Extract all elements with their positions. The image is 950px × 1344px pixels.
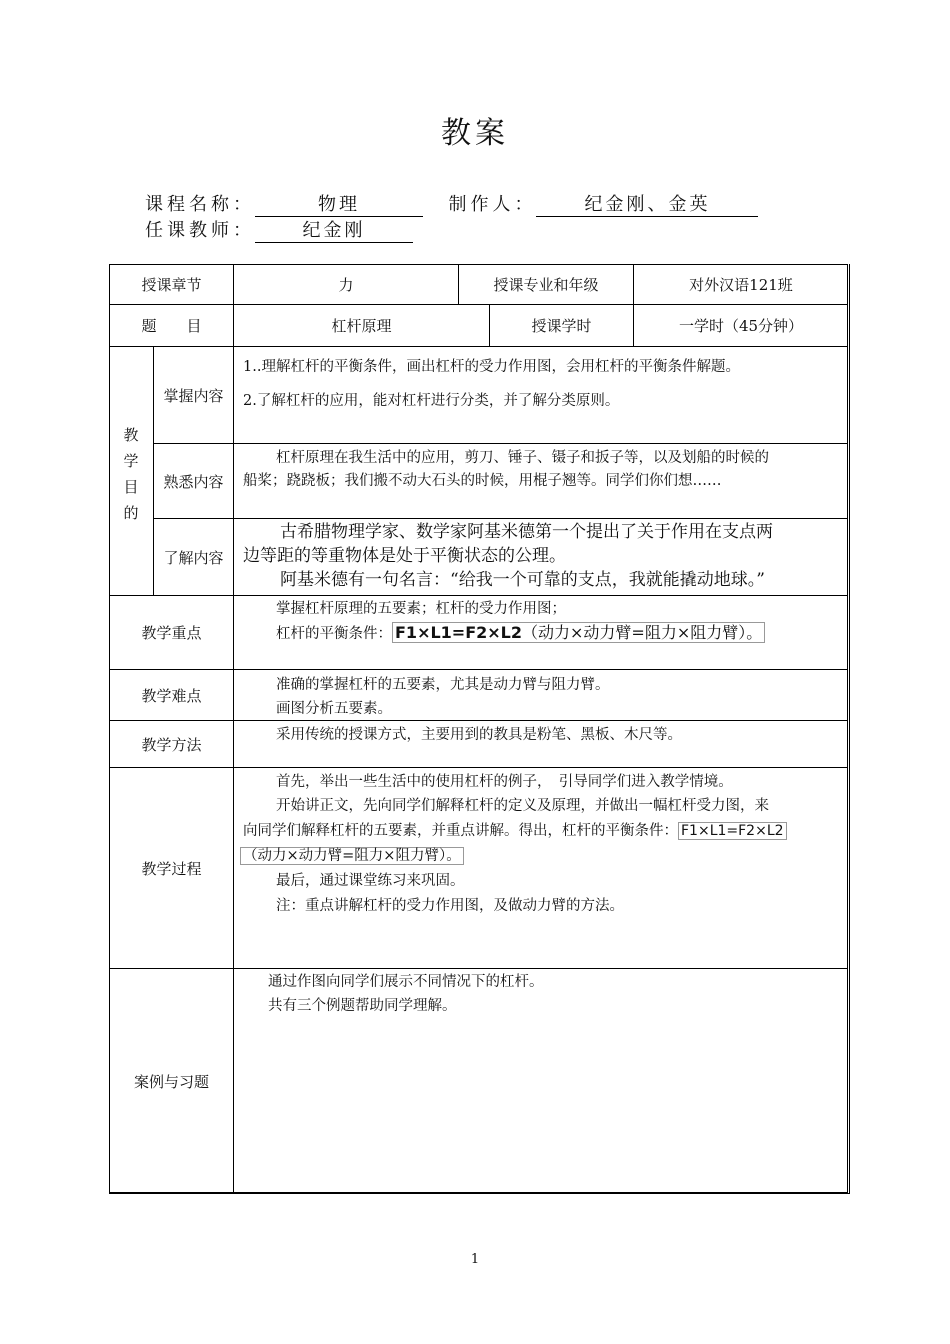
process-formula: F1×L1=F2×L2: [678, 822, 787, 840]
know-line-3: 阿基米德有一句名言：“给我一个可靠的支点，我就能撬动地球。”: [280, 570, 765, 590]
familiar-line-2: 船桨；跷跷板；我们搬不动大石头的时候，用棍子翘等。同学们你们想……: [243, 473, 722, 489]
row-divider: [153, 518, 848, 519]
process-line-3-prefix: 向同学们解释杠杆的五要素，并重点讲解。得出，杠杆的平衡条件：: [243, 823, 678, 839]
course-name-label: 课程名称：: [145, 194, 255, 215]
page-title: 教案: [441, 116, 509, 151]
process-line-2: 开始讲正文，先向同学们解释杠杆的定义及原理，并做出一幅杠杆受力图，来: [276, 798, 769, 814]
table-shadow-right: [849, 264, 850, 1194]
key-line-2-prefix: 杠杆的平衡条件：: [276, 626, 392, 642]
teaching-goal-label: [121, 422, 141, 526]
course-info-row: [145, 190, 758, 217]
page-number: 1: [470, 1252, 480, 1267]
case-label: 案例与习题: [133, 1072, 209, 1091]
key-points-label: 教学重点: [141, 624, 202, 642]
difficulty-line-2: 画图分析五要素。: [276, 701, 392, 717]
familiar-line-1: 杠杆原理在我生活中的应用，剪刀、锤子、镊子和扳子等，以及划船的时候的: [276, 450, 769, 466]
goal-char: 的: [123, 504, 139, 522]
chapter-label: 授课章节: [141, 276, 202, 294]
topic-label: 题 目: [141, 317, 202, 335]
know-line-2: 边等距的等重物体是处于平衡状态的公理。: [243, 546, 566, 566]
master-label: 掌握内容: [163, 386, 224, 405]
process-formula-note: （动力×动力臂=阻力×阻力臂）。: [240, 847, 464, 865]
method-text: 采用传统的授课方式，主要用到的教具是粉笔、黑板、木尺等。: [276, 727, 682, 743]
teacher-info-row: [145, 216, 413, 243]
chapter-value: 力: [338, 276, 354, 294]
familiar-label: 熟悉内容: [163, 472, 224, 491]
goal-char: 学: [123, 452, 139, 470]
process-label: 教学过程: [141, 859, 202, 878]
key-formula-note: （动力×动力臂=阻力×阻力臂）。: [522, 623, 763, 642]
process-line-5: 最后，通过课堂练习来巩固。: [276, 873, 465, 889]
case-line-1: 通过作图向同学们展示不同情况下的杠杆。: [268, 974, 544, 990]
goal-char: 目: [123, 478, 139, 496]
goal-char: 教: [123, 426, 139, 444]
process-line-6: 注：重点讲解杠杆的受力作用图，及做动力臂的方法。: [276, 898, 624, 914]
key-line-2: [276, 621, 765, 646]
author-label: 制作人：: [448, 194, 537, 215]
teacher-value: 纪金刚: [255, 216, 413, 243]
key-formula: F1×L1=F2×L2: [395, 623, 522, 642]
column-divider: [233, 264, 234, 1193]
difficulty-label: 教学难点: [141, 686, 202, 705]
hours-label: 授课学时: [531, 317, 592, 335]
method-label: 教学方法: [141, 735, 202, 754]
major-label: 授课专业和年级: [493, 276, 599, 294]
hours-value: 一学时（45分钟）: [678, 317, 804, 335]
teacher-label: 任课教师：: [145, 220, 255, 241]
difficulty-line-1: 准确的掌握杠杆的五要素，尤其是动力臂与阻力臂。: [276, 677, 610, 693]
master-line-2: 2.了解杠杆的应用，能对杠杆进行分类，并了解分类原则。: [243, 393, 620, 409]
key-formula-box: [392, 622, 765, 643]
row-divider: [153, 443, 848, 444]
process-line-3: [243, 819, 787, 843]
know-label: 了解内容: [163, 548, 224, 567]
major-value: 对外汉语121班: [689, 276, 793, 294]
process-line-1: 首先，举出一些生活中的使用杠杆的例子， 引导同学们进入教学情境。: [276, 774, 733, 790]
author-value: 纪金刚、金英: [536, 190, 758, 217]
topic-value: 杠杆原理: [331, 317, 392, 335]
table-shadow-bottom: [109, 1193, 850, 1194]
know-line-1: 古希腊物理学家、数学家阿基米德第一个提出了关于作用在支点两: [280, 522, 773, 542]
process-line-4: [240, 844, 464, 868]
case-line-2: 共有三个例题帮助同学理解。: [268, 998, 457, 1014]
master-line-1: 1..理解杠杆的平衡条件，画出杠杆的受力作用图，会用杠杆的平衡条件解题。: [243, 359, 740, 375]
course-name-value: 物理: [255, 190, 423, 217]
key-line-1: 掌握杠杆原理的五要素；杠杆的受力作用图；: [276, 601, 566, 617]
